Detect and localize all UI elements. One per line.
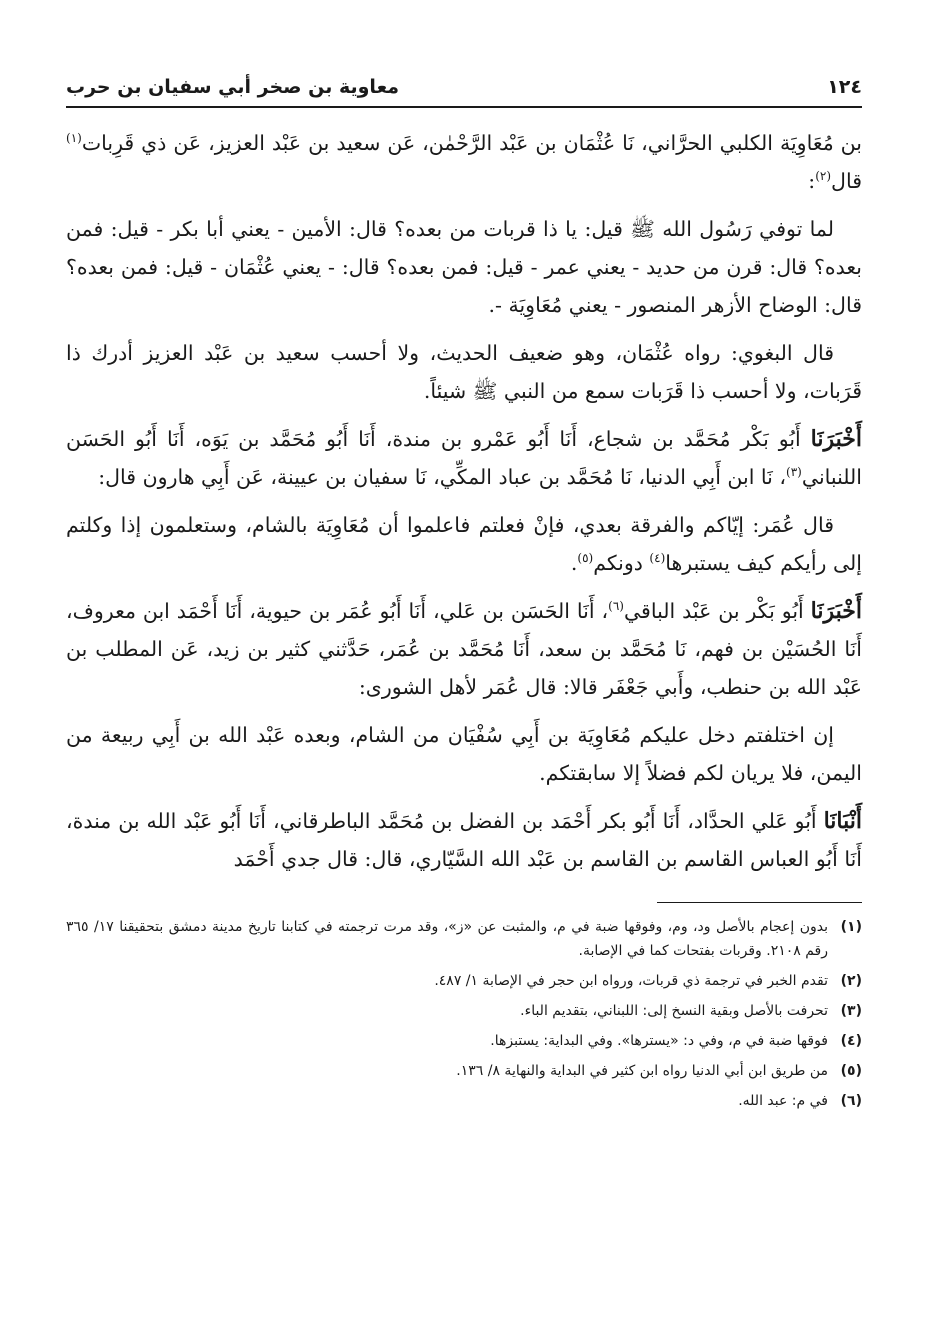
isnad-lead: أَخْبَرَنَا [810, 426, 862, 452]
footnote-number: (٣) [840, 1003, 862, 1019]
footnote-text: تحرفت بالأصل وبقية النسخ إلى: اللبناني، بتقديم الباء. [520, 1003, 828, 1019]
text: أَبُو بَكْر مُحَمَّد بن شجاع، أَنَا أَبُو عَمْرو بن مندة، أَنَا أَبُو مُحَمَّد بن يَوَه، أَنَا أَبُو الحَسَن اللنباني [66, 427, 862, 489]
footnote-separator [657, 902, 862, 903]
text: قال عُمَر: إيّاكم والفرقة بعدي، فإنْ فعلتم فاعلموا أن مُعَاوِيَة بالشام، وستعلمون إذا وكلتم إلى رأيكم كيف يستبرها [66, 513, 862, 575]
footnote-ref[interactable]: (٢) [815, 169, 832, 184]
text: قال [831, 169, 862, 193]
footnote [66, 999, 862, 1023]
paragraph-4 [66, 420, 862, 496]
paragraph-6 [66, 592, 862, 706]
footnote [66, 1029, 862, 1053]
paragraph-7 [66, 716, 862, 792]
text: . [570, 551, 578, 575]
footnote-number: (٦) [840, 1093, 862, 1109]
text: ، أَنَا الحَسَن بن عَلي، أَنَا أَبُو عُمَر بن حيوية، أَنَا أَحْمَد ابن معروف، أَنَا الحُسَيْن بن فهم، نَا مُحَمَّد بن سعد، أَنَا مُحَمَّد بن عُمَر، حَدَّثني كثير بن زيد، عَن المطلب بن عَبْد الله بن حنطب، وأَبي جَعْفَر قالا: قال عُمَر لأهل الشورى: [66, 599, 862, 699]
footnotes [66, 915, 862, 1113]
footnote-number: (٥) [840, 1063, 862, 1079]
paragraph-2 [66, 210, 862, 324]
footnote-ref[interactable]: (٥) [577, 551, 594, 566]
text: إن اختلفتم دخل عليكم مُعَاوِيَة بن أَبِي سُفْيَان من الشام، وبعده عَبْد الله بن أَبِي ربيعة من اليمن، فلا يريان لكم فضلاً إلا سابقتكم. [66, 723, 862, 785]
footnote [66, 915, 862, 963]
text: قال البغوي: رواه عُثْمَان، وهو ضعيف الحديث، ولا أحسب سعيد بن عَبْد العزيز أدرك ذا قَرَبات، ولا أحسب ذا قَرَبات سمع من النبي ﷺ شيئاً. [66, 341, 862, 403]
paragraph-3 [66, 334, 862, 410]
footnote [66, 1059, 862, 1083]
footnote-text: فوقها ضبة في م، وفي د: «يسترها». وفي البداية: يستبزها. [490, 1033, 828, 1049]
footnote-number: (٤) [840, 1033, 862, 1049]
text: دونكم [593, 551, 650, 575]
footnote-number: (٢) [840, 973, 862, 989]
footnote [66, 969, 862, 993]
main-text [66, 124, 862, 878]
footnote-text: بدون إعجام بالأصل ود، وم، وفوقها ضبة في م، والمثبت عن «ز»، وقد مرت ترجمته في كتابنا تاريخ مدينة دمشق بتحقيقنا ١٧/ ٣٦٥ رقم ٢١٠٨. وقربات بفتحات كما في الإصابة. [66, 919, 829, 959]
text: بن مُعَاوِيَة الكلبي الحرَّاني، نَا عُثْمَان بن عَبْد الرَّحْمٰن، عَن سعيد بن عَبْد العزيز، عَن ذي قَرِبات [81, 131, 862, 155]
paragraph-1 [66, 124, 862, 200]
text: أَبُو عَلي الحدَّاد، أَنَا أَبُو بكر أَحْمَد بن الفضل بن مُحَمَّد الباطرقاني، أَنَا أَبُو عَبْد الله بن مندة، أَنَا أَبُو العباس القاسم بن القاسم بن عَبْد الله السَّيّاري، قال: قال جدي أَحْمَد [66, 809, 862, 871]
footnote-text: في م: عبد الله. [738, 1093, 828, 1109]
footnote-text: تقدم الخبر في ترجمة ذي قربات، ورواه ابن حجر في الإصابة ١/ ٤٨٧. [434, 973, 828, 989]
footnote-ref[interactable]: (٣) [786, 465, 802, 480]
text: أَبُو بَكْر بن عَبْد الباقي [623, 599, 811, 623]
footnote-number: (١) [840, 919, 862, 935]
footnote-text: من طريق ابن أبي الدنيا رواه ابن كثير في البداية والنهاية ٨/ ١٣٦. [456, 1063, 828, 1079]
footnote-ref[interactable]: (٦) [608, 599, 624, 614]
paragraph-5 [66, 506, 862, 582]
footnote [66, 1089, 862, 1113]
isnad-lead: أَنْبَانَا [823, 808, 862, 834]
page-header [66, 62, 862, 108]
text: لما توفي رَسُول الله ﷺ قيل: يا ذا قربات من بعده؟ قال: الأمين - يعني أبا بكر - قيل: فمن بعده؟ قال: قرن من حديد - يعني عمر - قيل: فمن بعده؟ قال: - يعني عُثْمَان - قيل: فمن بعده؟ قال: الوضاح الأزهر المنصور - يعني مُعَاوِيَة -. [66, 217, 862, 317]
text: ، نَا ابن أَبِي الدنيا، نَا مُحَمَّد بن عباد المكِّي، نَا سفيان بن عيينة، عَن أَبِي هارون قال: [98, 465, 787, 489]
running-title: معاوية بن صخر أبي سفيان بن حرب [66, 76, 400, 98]
page-number: ١٢٤ [827, 76, 862, 98]
paragraph-8 [66, 802, 862, 878]
footnote-ref[interactable]: (٤) [649, 551, 666, 566]
isnad-lead: أَخْبَرَنَا [810, 598, 862, 624]
footnote-ref[interactable]: (١) [66, 131, 82, 146]
book-page [66, 62, 862, 1119]
text: : [808, 169, 816, 193]
